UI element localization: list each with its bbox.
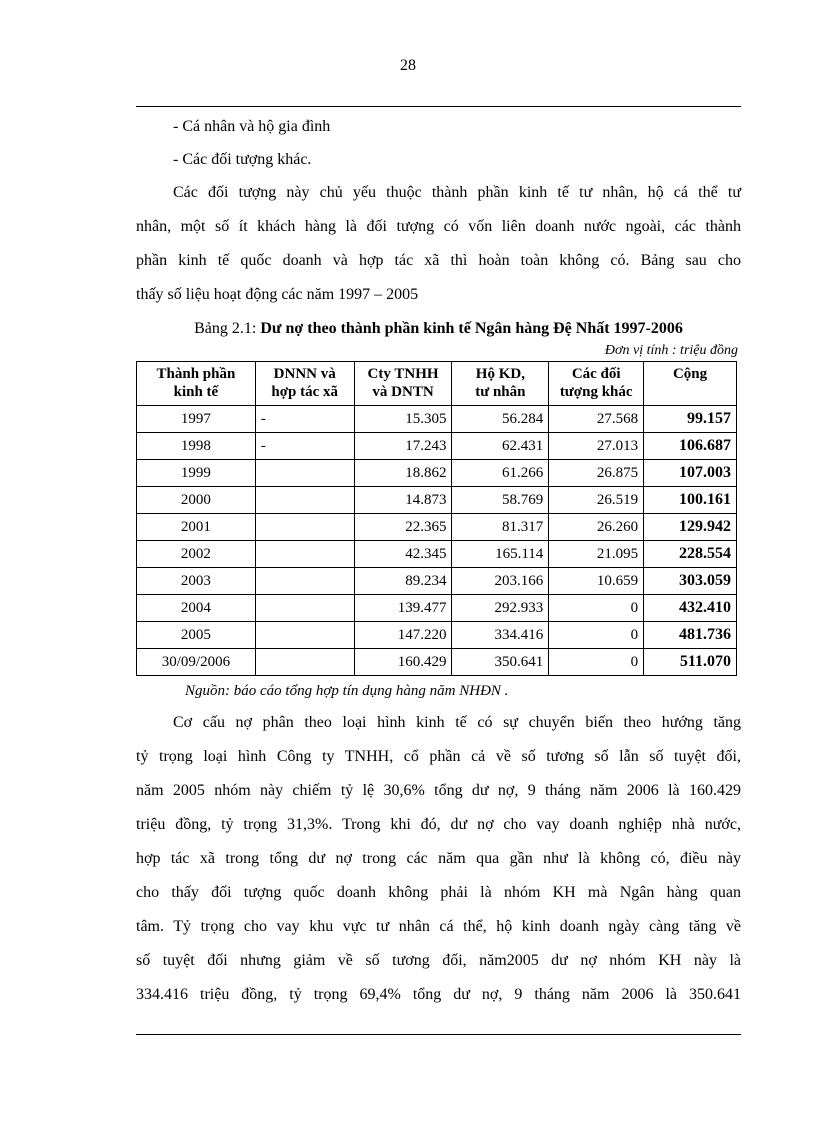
list-item: - Các đối tượng khác. bbox=[173, 151, 312, 168]
table-cell: 147.220 bbox=[354, 622, 452, 649]
column-header: Các đối tượng khác bbox=[549, 362, 644, 406]
table-row bbox=[137, 487, 737, 514]
table-cell: - bbox=[255, 433, 354, 460]
table-row bbox=[137, 406, 737, 433]
table-cell: 26.875 bbox=[549, 460, 644, 487]
table-cell: 0 bbox=[549, 649, 644, 676]
table-row bbox=[137, 568, 737, 595]
table-cell: 17.243 bbox=[354, 433, 452, 460]
table-cell: 27.568 bbox=[549, 406, 644, 433]
table-row bbox=[137, 649, 737, 676]
paragraph-line: hợp tác xã trong tổng dư nợ trong các năm qua gần như là không có, điều này bbox=[136, 850, 741, 867]
table-row bbox=[137, 595, 737, 622]
debt-table bbox=[136, 361, 737, 676]
table-cell: 334.416 bbox=[452, 622, 549, 649]
table-cell: 228.554 bbox=[644, 541, 737, 568]
table-cell: 0 bbox=[549, 595, 644, 622]
table-cell: 62.431 bbox=[452, 433, 549, 460]
table-cell: 89.234 bbox=[354, 568, 452, 595]
table-cell: 0 bbox=[549, 622, 644, 649]
paragraph-line: triệu đồng, tỷ trọng 31,3%. Trong khi đó, dư nợ cho vay doanh nghiệp nhà nước, bbox=[136, 816, 741, 833]
column-header: Hộ KD, tư nhân bbox=[452, 362, 549, 406]
column-header: Cty TNHH và DNTN bbox=[354, 362, 452, 406]
table-cell: - bbox=[255, 406, 354, 433]
table-cell bbox=[255, 487, 354, 514]
table-cell: 15.305 bbox=[354, 406, 452, 433]
table-cell bbox=[255, 622, 354, 649]
column-header: Cộng bbox=[644, 362, 737, 406]
footer-rule bbox=[136, 1034, 741, 1035]
table-header-row bbox=[137, 362, 737, 406]
paragraph-line: thấy số liệu hoạt động các năm 1997 – 2005 bbox=[136, 286, 419, 303]
table-cell: 1997 bbox=[137, 406, 256, 433]
table-cell: 511.070 bbox=[644, 649, 737, 676]
table-cell: 1998 bbox=[137, 433, 256, 460]
table-cell: 58.769 bbox=[452, 487, 549, 514]
table-row bbox=[137, 541, 737, 568]
header-rule bbox=[136, 106, 741, 107]
table-cell: 56.284 bbox=[452, 406, 549, 433]
table-cell: 292.933 bbox=[452, 595, 549, 622]
column-header: Thành phần kinh tế bbox=[137, 362, 256, 406]
table-cell: 481.736 bbox=[644, 622, 737, 649]
table-cell: 129.942 bbox=[644, 514, 737, 541]
table-cell: 10.659 bbox=[549, 568, 644, 595]
table-cell: 42.345 bbox=[354, 541, 452, 568]
table-cell: 2001 bbox=[137, 514, 256, 541]
table-cell: 303.059 bbox=[644, 568, 737, 595]
table-cell: 14.873 bbox=[354, 487, 452, 514]
table-caption-title: Dư nợ theo thành phần kinh tế Ngân hàng Đệ Nhất 1997-2006 bbox=[260, 320, 683, 337]
paragraph-line: tâm. Tỷ trọng cho vay khu vực tư nhân cá thể, hộ kinh doanh ngày càng tăng về bbox=[136, 918, 741, 935]
table-row bbox=[137, 622, 737, 649]
table-cell bbox=[255, 568, 354, 595]
table-cell: 21.095 bbox=[549, 541, 644, 568]
table-cell: 106.687 bbox=[644, 433, 737, 460]
table-cell: 26.260 bbox=[549, 514, 644, 541]
table-cell bbox=[255, 649, 354, 676]
table-cell: 1999 bbox=[137, 460, 256, 487]
table-row bbox=[137, 514, 737, 541]
paragraph-line: năm 2005 nhóm này chiếm tỷ lệ 30,6% tổng dư nợ, 9 tháng năm 2006 là 160.429 bbox=[136, 782, 741, 799]
paragraph-line: Cơ cấu nợ phân theo loại hình kinh tế có sự chuyển biến theo hướng tăng bbox=[173, 714, 741, 731]
table-cell: 100.161 bbox=[644, 487, 737, 514]
paragraph-line: phần kinh tế quốc doanh và hợp tác xã thì hoàn toàn không có. Bảng sau cho bbox=[136, 252, 741, 269]
table-cell: 26.519 bbox=[549, 487, 644, 514]
table-cell: 30/09/2006 bbox=[137, 649, 256, 676]
table-cell: 81.317 bbox=[452, 514, 549, 541]
table-cell: 22.365 bbox=[354, 514, 452, 541]
table-cell: 432.410 bbox=[644, 595, 737, 622]
table-cell: 160.429 bbox=[354, 649, 452, 676]
table-caption-prefix: Bảng 2.1: bbox=[194, 320, 261, 337]
table-cell bbox=[255, 595, 354, 622]
table-cell: 18.862 bbox=[354, 460, 452, 487]
page-number: 28 bbox=[400, 57, 416, 74]
table-cell bbox=[255, 460, 354, 487]
table-cell: 2003 bbox=[137, 568, 256, 595]
table-row bbox=[137, 433, 737, 460]
column-header: DNNN và hợp tác xã bbox=[255, 362, 354, 406]
table-cell: 99.157 bbox=[644, 406, 737, 433]
table-cell: 2000 bbox=[137, 487, 256, 514]
table-cell: 165.114 bbox=[452, 541, 549, 568]
unit-note: Đơn vị tính : triệu đồng bbox=[604, 343, 738, 358]
table-cell: 27.013 bbox=[549, 433, 644, 460]
table-cell bbox=[255, 541, 354, 568]
source-note: Nguồn: báo cáo tổng hợp tín dụng hàng năm NHĐN . bbox=[185, 683, 509, 699]
table-cell: 2005 bbox=[137, 622, 256, 649]
table-caption bbox=[136, 320, 741, 338]
table-cell bbox=[255, 514, 354, 541]
paragraph-line: nhân, một số ít khách hàng là đối tượng có vốn liên doanh nước ngoài, các thành bbox=[136, 218, 741, 235]
paragraph-line: 334.416 triệu đồng, tỷ trọng 69,4% tổng dư nợ, 9 tháng năm 2006 là 350.641 bbox=[136, 986, 741, 1003]
table-cell: 139.477 bbox=[354, 595, 452, 622]
table-cell: 203.166 bbox=[452, 568, 549, 595]
table-row bbox=[137, 460, 737, 487]
list-item: - Cá nhân và hộ gia đình bbox=[173, 118, 331, 135]
table-cell: 2004 bbox=[137, 595, 256, 622]
table-cell: 107.003 bbox=[644, 460, 737, 487]
table-cell: 61.266 bbox=[452, 460, 549, 487]
paragraph-line: cho thấy đối tượng quốc doanh không phải là nhóm KH mà Ngân hàng quan bbox=[136, 884, 741, 901]
table-cell: 2002 bbox=[137, 541, 256, 568]
paragraph-line: Các đối tượng này chủ yếu thuộc thành phần kinh tế tư nhân, hộ cá thể tư bbox=[173, 184, 741, 201]
table-cell: 350.641 bbox=[452, 649, 549, 676]
paragraph-line: số tuyệt đối nhưng giảm về số tương đối, năm2005 dư nợ nhóm KH này là bbox=[136, 952, 741, 969]
paragraph-line: tỷ trọng loại hình Công ty TNHH, cổ phần cả về số tương số lẫn số tuyệt đối, bbox=[136, 748, 741, 765]
